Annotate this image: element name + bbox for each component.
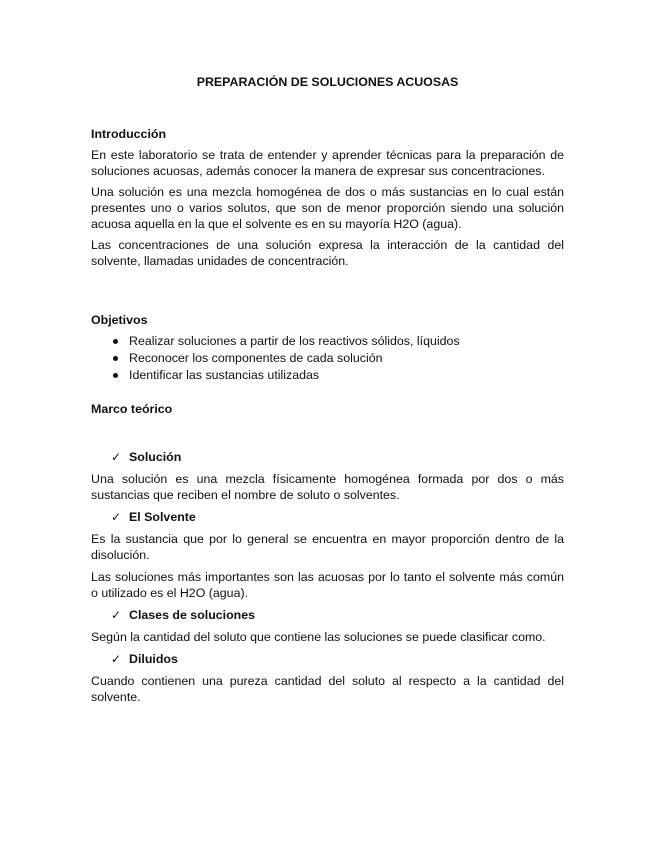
intro-paragraph-2: Una solución es una mezcla homogénea de dos o más sustancias en lo cual están presentes uno o varios solutos, que son de menor proporción siendo una solución acuosa aquella en la que el solvente es en su mayoría H2O (agua). [91,185,564,231]
solvente-paragraph-2: Las soluciones más importantes son las acuosas por lo tanto el solvente más común o utilizado es el H2O (agua). [91,570,564,600]
solvente-paragraph-1: Es la sustancia que por lo general se encuentra en mayor proporción dentro de la disolución. [91,532,564,562]
solucion-paragraph: Una solución es una mezcla físicamente homogénea formada por dos o más sustancias que reciben el nombre de soluto o solventes. [91,472,564,502]
list-item-text: Reconocer los componentes de cada solución [129,351,383,365]
list-item-text: Identificar las sustancias utilizadas [129,368,320,382]
bullet-icon [113,373,118,378]
subsection-title: Clases de soluciones [129,608,256,622]
clases-paragraph: Según la cantidad del soluto que contiene las soluciones se puede clasificar como. [91,630,546,644]
subsection-title: El Solvente [129,510,196,524]
list-item [91,367,564,384]
checkmark-icon: ✓ [111,652,122,666]
section-heading-introduccion: Introducción [91,127,167,141]
list-item-text: Realizar soluciones a partir de los reactivos sólidos, líquidos [129,334,460,348]
subsection-heading-clases [91,607,564,623]
list-item [91,333,564,350]
section-introduccion [91,126,564,269]
intro-paragraph-1: En este laboratorio se trata de entender y aprender técnicas para la preparación de soluciones acuosas, además conocer la manera de expresar sus concentraciones. [91,148,564,178]
list-item [91,350,564,367]
intro-paragraph-3: Las concentraciones de una solución expresa la interacción de la cantidad del solvente, llamadas unidades de concentración. [91,238,564,268]
document-title: PREPARACIÓN DE SOLUCIONES ACUOSAS [196,75,459,89]
section-marco-teorico [91,401,564,705]
checkmark-icon: ✓ [111,608,122,622]
section-heading-objetivos: Objetivos [91,313,148,327]
subsection-title: Solución [129,450,182,464]
bullet-icon [113,356,118,361]
subsection-heading-solvente [91,509,564,525]
section-heading-marco-teorico: Marco teórico [91,402,173,416]
subsection-heading-diluidos [91,651,564,667]
section-objetivos [91,312,564,384]
checkmark-icon: ✓ [111,450,122,464]
bullet-icon [113,339,118,344]
diluidos-paragraph: Cuando contienen una pureza cantidad del soluto al respecto a la cantidad del solvente. [91,674,564,704]
checkmark-icon: ✓ [111,510,122,524]
document-body [91,74,564,711]
subsection-title: Diluidos [129,652,178,666]
subsection-heading-solucion [91,449,564,465]
objetivos-list [91,333,564,384]
